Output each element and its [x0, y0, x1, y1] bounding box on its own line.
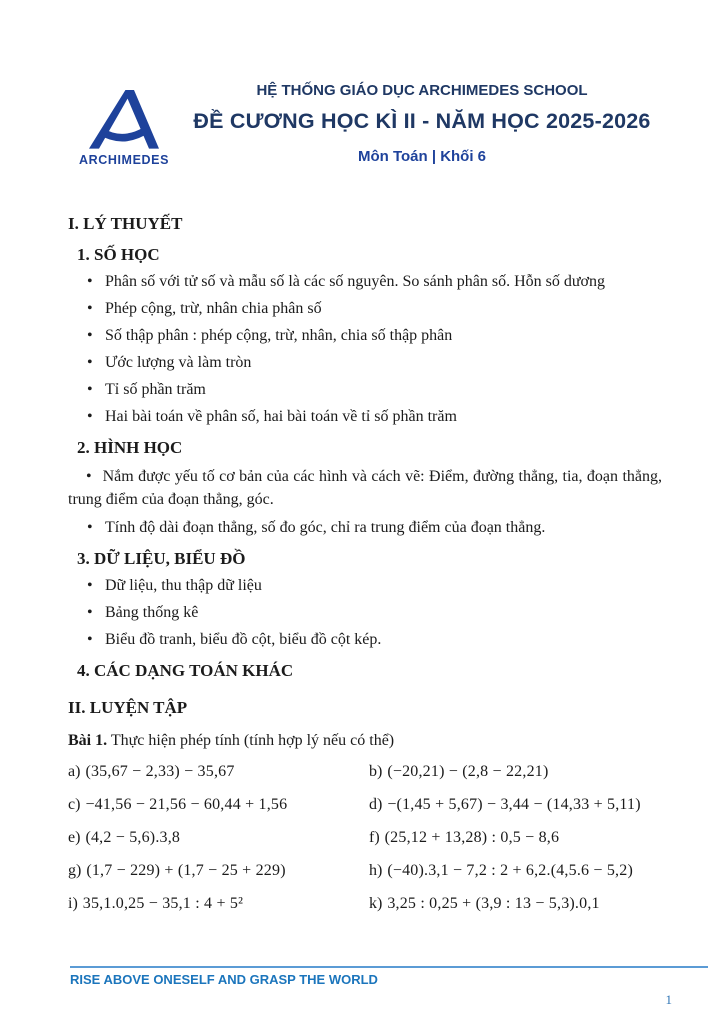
document-body	[68, 214, 662, 913]
subsection-geometry-heading: 2. HÌNH HỌC	[77, 438, 183, 457]
document-footer	[70, 966, 708, 1008]
list-item: • Phân số với tử số và mẫu số là các số nguyên. So sánh phân số. Hỗn số dương	[87, 272, 662, 292]
exercise-item: k) 3,25 : 0,25 + (3,9 : 13 − 5,3).0,1	[369, 895, 600, 912]
exercise-item: e) (4,2 − 5,6).3,8	[68, 829, 181, 846]
exercise-item: i) 35,1.0,25 − 35,1 : 4 + 5²	[68, 895, 244, 912]
exercise-item: h) (−40).3,1 − 7,2 : 2 + 6,2.(4,5.6 − 5,2)	[369, 862, 633, 879]
list-item: • Bảng thống kê	[87, 603, 662, 623]
school-name: HỆ THỐNG GIÁO DỤC ARCHIMEDES SCHOOL	[256, 82, 588, 99]
exercise-label: Bài 1.	[68, 732, 108, 749]
section-theory-heading: I. LÝ THUYẾT	[68, 214, 183, 233]
list-item: • Ước lượng và làm tròn	[87, 353, 662, 373]
exercise-item: f) (25,12 + 13,28) : 0,5 − 8,6	[369, 829, 560, 846]
page-number: 1	[665, 992, 672, 1007]
list-item: • Phép cộng, trừ, nhân chia phân số	[87, 299, 662, 319]
school-motto: RISE ABOVE ONESELF AND GRASP THE WORLD	[70, 972, 378, 987]
exercise-item: a) (35,67 − 2,33) − 35,67	[68, 763, 235, 780]
list-item: • Biểu đồ tranh, biểu đồ cột, biểu đồ cột kép.	[87, 630, 662, 650]
exercise-items-grid	[68, 762, 662, 913]
subsection-arithmetic-heading: 1. SỐ HỌC	[77, 245, 160, 264]
subsection-data-charts-heading: 3. DỮ LIỆU, BIỂU ĐỒ	[77, 549, 246, 568]
section-practice-heading: II. LUYỆN TẬP	[68, 698, 188, 717]
page-title: ĐỀ CƯƠNG HỌC KÌ II - NĂM HỌC 2025-2026	[193, 109, 651, 133]
subject-grade-line: Môn Toán | Khối 6	[357, 148, 487, 165]
list-item: • Dữ liệu, thu thập dữ liệu	[87, 576, 662, 596]
list-item: • Nắm được yếu tố cơ bản của các hình và cách vẽ: Điểm, đường thẳng, tia, đoạn thẳng, trung điểm của đoạn thẳng, góc.	[68, 465, 662, 511]
exercise-item: c) −41,56 − 21,56 − 60,44 + 1,56	[68, 796, 288, 813]
list-item: • Hai bài toán về phân số, hai bài toán về tỉ số phần trăm	[87, 407, 662, 427]
exercise-item: b) (−20,21) − (2,8 − 22,21)	[369, 763, 549, 780]
list-item: • Số thập phân : phép cộng, trừ, nhân, chia số thập phân	[87, 326, 662, 346]
list-item: • Tính độ dài đoạn thẳng, số đo góc, chỉ ra trung điểm của đoạn thẳng.	[87, 518, 662, 538]
header-text-block	[180, 82, 664, 165]
exercise-item: d) −(1,45 + 5,67) − 3,44 − (14,33 + 5,11)	[369, 796, 641, 813]
document-header	[68, 82, 664, 167]
list-item: • Tỉ số phần trăm	[87, 380, 662, 400]
exercise-item: g) (1,7 − 229) + (1,7 − 25 + 229)	[68, 862, 286, 879]
archimedes-a-logo-icon	[68, 90, 180, 150]
exercise-1-heading	[68, 731, 662, 751]
school-logo	[68, 82, 180, 167]
exercise-instruction: Thực hiện phép tính (tính hợp lý nếu có thể)	[110, 732, 395, 749]
subsection-other-heading: 4. CÁC DẠNG TOÁN KHÁC	[77, 661, 294, 680]
logo-wordmark: ARCHIMEDES	[78, 153, 170, 167]
